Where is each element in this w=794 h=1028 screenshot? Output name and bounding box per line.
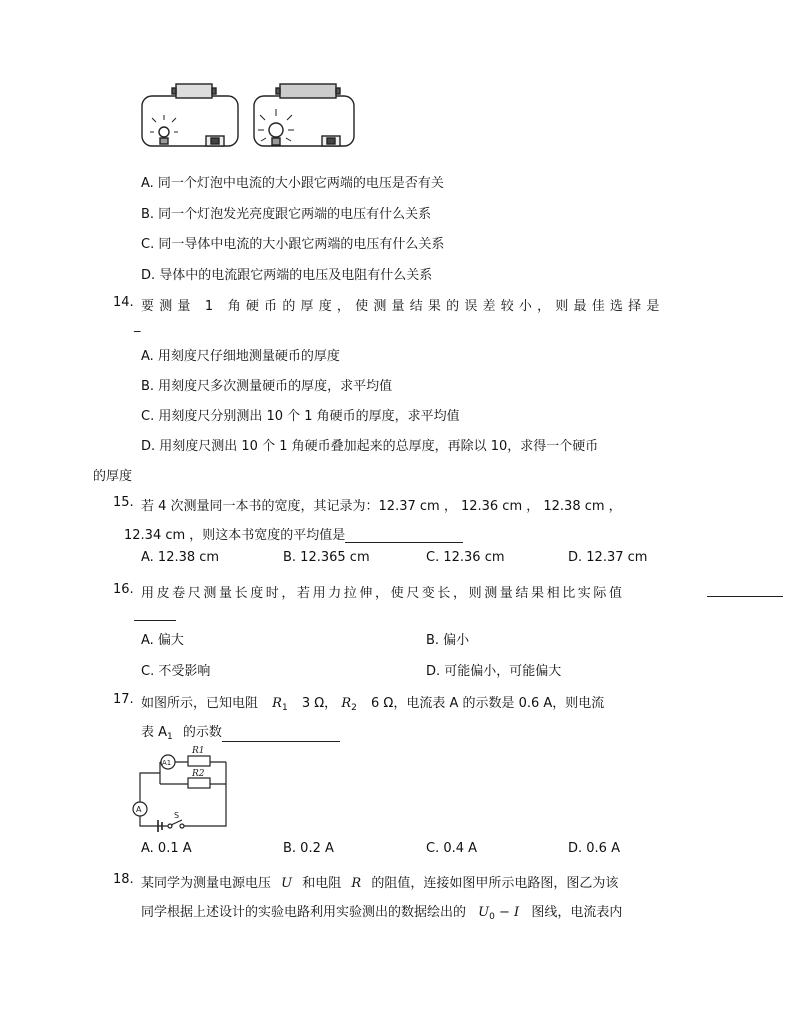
q18-line2-a: 同学根据上述设计的实验电路利用实验测出的数据绘出的 — [141, 905, 467, 920]
q15-option-d: D. 12.37 cm — [568, 550, 648, 565]
q18-line1-a: 某同学为测量电源电压 — [141, 876, 272, 891]
q14-option-d-tail: 的厚度 — [93, 469, 133, 484]
q16-stem: 用皮卷尺测量长度时，若用力拉伸，使尺变长，则测量结果相比实际值 — [141, 586, 625, 601]
q17-r1-subscript: 1 — [281, 703, 288, 713]
q17-option-a: A. 0.1 A — [141, 841, 192, 856]
q18-graph-u-symbol: U — [478, 905, 490, 920]
q18-line1 — [141, 872, 618, 891]
q15-option-c: C. 12.36 cm — [426, 550, 505, 565]
q17-number: 17. — [113, 692, 134, 707]
q15-option-b: B. 12.365 cm — [283, 550, 370, 565]
q18-graph-i-symbol: − I — [499, 905, 520, 920]
q17-stem-line2 — [141, 721, 340, 742]
q16-number: 16. — [113, 582, 134, 597]
q17-r2-value: 6 Ω，电流表 A 的示数是 0.6 A，则电流 — [370, 696, 605, 711]
q17-circuit-r1-label: R1 — [192, 746, 205, 756]
q17-option-b: B. 0.2 A — [283, 841, 334, 856]
q15-stem-line1: 若 4 次测量同一本书的宽度，其记录为：12.37 cm ， 12.36 cm ， 12.38 cm ， — [141, 499, 622, 514]
q13-option-d: D. 导体中的电流跟它两端的电压及电阻有什么关系 — [141, 268, 433, 283]
q14-option-c: C. 用刻度尺分别测出 10 个 1 角硬币的厚度，求平均值 — [141, 409, 460, 424]
q14-stem-tail: _ — [134, 318, 141, 333]
q17-circuit-a1-label: A1 — [162, 759, 172, 767]
q17-stem-a: 如图所示，已知电阻 — [141, 696, 259, 711]
q17-r2-symbol: R — [341, 696, 352, 711]
q14-stem: 要测量 1 角硬币的厚度，使测量结果的误差较小，则最佳选择是 — [141, 299, 665, 314]
q17-r2-subscript: 2 — [351, 703, 357, 713]
q18-u-symbol: U — [281, 876, 293, 891]
q14-option-b: B. 用刻度尺多次测量硬币的厚度，求平均值 — [141, 379, 393, 394]
q17-circuit-r2-label: R2 — [192, 769, 205, 779]
q17-circuit-a-label: A — [136, 805, 142, 814]
bulb-circuits-figure — [138, 80, 360, 152]
q17-stem-line2-text: 表 A — [141, 725, 168, 740]
q17-r1-value: 3 Ω， — [301, 696, 338, 711]
q16-option-a: A. 偏大 — [141, 633, 184, 648]
q15-option-a: A. 12.38 cm — [141, 550, 220, 565]
q18-number: 18. — [113, 872, 134, 887]
q17-stem-line2-tail: 的示数 — [182, 725, 222, 740]
q15-answer-blank — [345, 528, 463, 543]
q18-line2 — [141, 901, 622, 922]
q15-number: 15. — [113, 495, 134, 510]
q17-a1-subscript: 1 — [167, 732, 173, 742]
q16-option-d: D. 可能偏小，可能偏大 — [426, 664, 562, 679]
q13-option-a: A. 同一个灯泡中电流的大小跟它两端的电压是否有关 — [141, 176, 444, 191]
q18-r-symbol: R — [351, 876, 362, 891]
q17-stem-line1 — [141, 692, 604, 713]
q17-circuit-s-label: S — [174, 811, 180, 820]
q16-answer-blank — [707, 582, 783, 597]
q17-r1-symbol: R — [272, 696, 282, 711]
q14-option-d: D. 用刻度尺测出 10 个 1 角硬币叠加起来的总厚度，再除以 10，求得一个硬币 — [141, 439, 599, 454]
q17-answer-blank — [222, 727, 340, 742]
q16-option-c: C. 不受影响 — [141, 664, 211, 679]
q18-graph-u-subscript: 0 — [489, 912, 495, 922]
q13-option-c: C. 同一导体中电流的大小跟它两端的电压有什么关系 — [141, 237, 445, 252]
q17-option-d: D. 0.6 A — [568, 841, 620, 856]
q15-stem-line2 — [124, 524, 463, 543]
q18-line1-b: 和电阻 — [302, 876, 342, 891]
q15-stem-line2-text: 12.34 cm ，则这本书宽度的平均值是 — [124, 528, 346, 543]
q16-option-b: B. 偏小 — [426, 633, 470, 648]
q18-line2-b: 图线，电流表内 — [531, 905, 623, 920]
q14-option-a: A. 用刻度尺仔细地测量硬币的厚度 — [141, 349, 340, 364]
q14-number: 14. — [113, 295, 134, 310]
q13-option-b: B. 同一个灯泡发光亮度跟它两端的电压有什么关系 — [141, 207, 432, 222]
q17-option-c: C. 0.4 A — [426, 841, 478, 856]
q16-answer-blank-cont — [134, 606, 176, 621]
q18-line1-c: 的阻值，连接如图甲所示电路图，图乙为该 — [371, 876, 619, 891]
q17-circuit-figure — [130, 742, 238, 832]
